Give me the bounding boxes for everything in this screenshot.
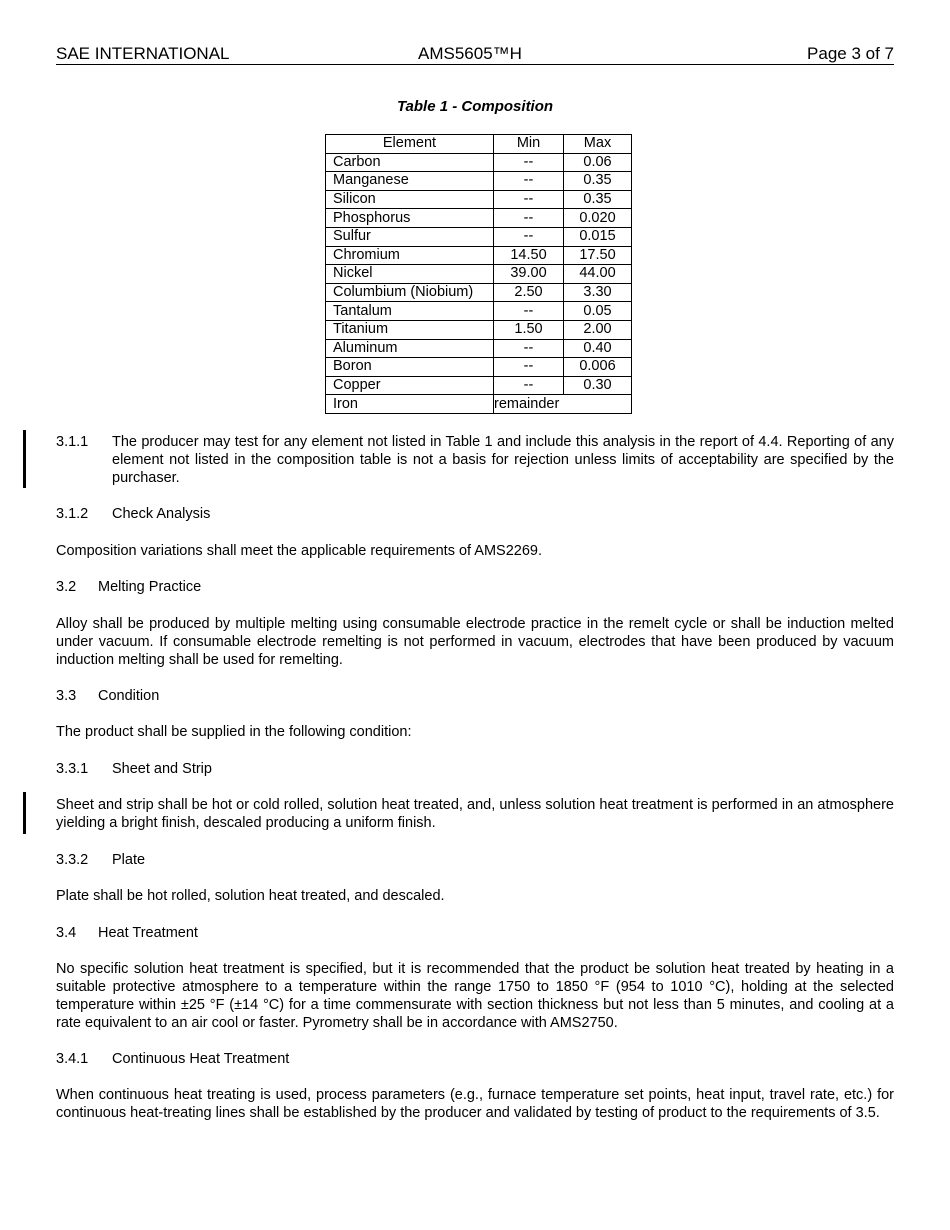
- table-row: [326, 320, 632, 339]
- max-cell: 0.020: [564, 209, 632, 228]
- element-cell: Phosphorus: [326, 209, 494, 228]
- element-cell: Tantalum: [326, 302, 494, 321]
- column-header-max: Max: [564, 135, 632, 154]
- table-row: [326, 172, 632, 191]
- element-cell: Sulfur: [326, 227, 494, 246]
- table-row: [326, 376, 632, 395]
- element-cell: Columbium (Niobium): [326, 283, 494, 302]
- max-cell: 2.00: [564, 320, 632, 339]
- section-number: 3.3: [56, 688, 77, 704]
- document-number: AMS5605™H: [418, 44, 522, 63]
- min-cell: --: [494, 376, 564, 395]
- table-row: [326, 339, 632, 358]
- section-3-1-2-text: Composition variations shall meet the applicable requirements of AMS2269.: [56, 543, 543, 559]
- section-title: Melting Practice: [98, 579, 202, 595]
- section-3-3-1-heading: [56, 760, 212, 778]
- column-header-min: Min: [494, 135, 564, 154]
- section-3-3-1-text: Sheet and strip shall be hot or cold rolled, solution heat treated, and, unless solution heat treatment is performed in an atmosphere yielding a bright finish, descaled producing a uniform finish.: [56, 797, 894, 831]
- section-number: 3.1.2: [56, 506, 89, 522]
- element-cell: Titanium: [326, 320, 494, 339]
- max-cell: 0.35: [564, 172, 632, 191]
- max-cell: 0.05: [564, 302, 632, 321]
- table-row: [326, 283, 632, 302]
- publisher-name: SAE INTERNATIONAL: [56, 44, 230, 63]
- max-cell: 44.00: [564, 265, 632, 284]
- section-title: Continuous Heat Treatment: [112, 1051, 290, 1067]
- max-cell: 0.35: [564, 190, 632, 209]
- page-header: [56, 44, 894, 65]
- section-3-3-heading: [56, 687, 159, 705]
- min-cell: 39.00: [494, 265, 564, 284]
- element-cell: Iron: [326, 395, 494, 414]
- section-3-1-2-heading: [56, 505, 210, 523]
- section-3-3-2-heading: [56, 851, 145, 869]
- min-cell: --: [494, 227, 564, 246]
- section-number: 3.2: [56, 579, 77, 595]
- table-row: [326, 227, 632, 246]
- min-cell: --: [494, 358, 564, 377]
- table-row: [326, 395, 632, 414]
- max-cell: 0.06: [564, 153, 632, 172]
- revision-bar: [23, 430, 26, 488]
- section-3-1-1: [56, 433, 894, 487]
- max-cell: 0.40: [564, 339, 632, 358]
- table-title: Table 1 - Composition: [396, 98, 554, 115]
- element-cell: Chromium: [326, 246, 494, 265]
- min-cell: --: [494, 302, 564, 321]
- element-cell: Manganese: [326, 172, 494, 191]
- min-cell: --: [494, 209, 564, 228]
- section-3-3-2-text: Plate shall be hot rolled, solution heat treated, and descaled.: [56, 888, 445, 904]
- composition-table: [325, 134, 632, 414]
- section-number: 3.1.1: [56, 434, 89, 450]
- section-number: 3.3.1: [56, 761, 89, 777]
- section-number: 3.3.2: [56, 852, 89, 868]
- table-row: [326, 302, 632, 321]
- column-header-element: Element: [326, 135, 494, 154]
- min-cell: --: [494, 339, 564, 358]
- revision-bar: [23, 792, 26, 834]
- element-cell: Boron: [326, 358, 494, 377]
- min-cell: --: [494, 172, 564, 191]
- section-title: Heat Treatment: [98, 925, 198, 941]
- min-cell: --: [494, 153, 564, 172]
- min-cell: --: [494, 190, 564, 209]
- section-title: Check Analysis: [112, 506, 211, 522]
- element-cell: Silicon: [326, 190, 494, 209]
- page-number: Page 3 of 7: [807, 44, 894, 63]
- section-text: The producer may test for any element not listed in Table 1 and include this analysis in the report of 4.4. Reporting of any element not listed in the composition table is not a basis for rejection unless limits of acceptability are specified by the purchaser.: [112, 434, 894, 486]
- section-3-4-text: No specific solution heat treatment is specified, but it is recommended that the product be solution heat treated by heating in a suitable protective atmosphere to a temperature within the range 1750 to 1850 °F (954 to 1010 °C), holding at the selected temperature within ±25 °F (±14 °C) for a time commensurate with section thickness but not less than 5 minutes, and cooling at a rate equivalent to an air cool or faster. Pyrometry shall be in accordance with AMS2750.: [56, 961, 894, 1031]
- element-cell: Aluminum: [326, 339, 494, 358]
- section-number: 3.4: [56, 925, 77, 941]
- min-cell: 1.50: [494, 320, 564, 339]
- element-cell: Nickel: [326, 265, 494, 284]
- section-title: Condition: [98, 688, 160, 704]
- section-title: Sheet and Strip: [112, 761, 212, 777]
- remainder-cell: remainder: [494, 395, 632, 414]
- table-row: [326, 190, 632, 209]
- table-row: [326, 153, 632, 172]
- section-3-3-text: The product shall be supplied in the following condition:: [56, 724, 412, 740]
- section-3-2-text: Alloy shall be produced by multiple melting using consumable electrode practice in the remelt cycle or shall be induction melted under vacuum. If consumable electrode remelting is not performed in vacuum, electrodes that have been produced by vacuum induction melting shall be used for remelting.: [56, 616, 894, 668]
- table-row: [326, 246, 632, 265]
- element-cell: Copper: [326, 376, 494, 395]
- min-cell: 14.50: [494, 246, 564, 265]
- table-header-row: [326, 135, 632, 154]
- max-cell: 0.30: [564, 376, 632, 395]
- max-cell: 3.30: [564, 283, 632, 302]
- table-row: [326, 209, 632, 228]
- section-3-4-heading: [56, 924, 198, 942]
- section-3-4-1-heading: [56, 1050, 289, 1068]
- max-cell: 0.006: [564, 358, 632, 377]
- section-3-4-1-text: When continuous heat treating is used, process parameters (e.g., furnace temperature set points, heat input, travel rate, etc.) for continuous heat-treating lines shall be established by the producer and validated by testing of product to the requirements of 3.5.: [56, 1087, 894, 1121]
- table-row: [326, 265, 632, 284]
- table-row: [326, 358, 632, 377]
- max-cell: 17.50: [564, 246, 632, 265]
- section-3-2-heading: [56, 578, 201, 596]
- section-number: 3.4.1: [56, 1051, 89, 1067]
- element-cell: Carbon: [326, 153, 494, 172]
- section-title: Plate: [112, 852, 146, 868]
- min-cell: 2.50: [494, 283, 564, 302]
- max-cell: 0.015: [564, 227, 632, 246]
